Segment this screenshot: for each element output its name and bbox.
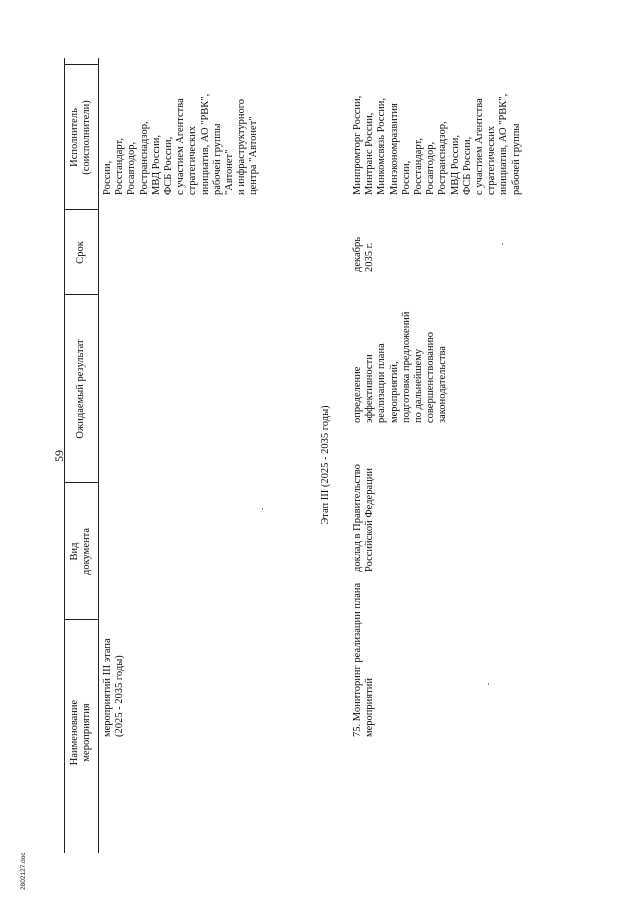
header-result: Ожидаемый результат: [75, 339, 86, 439]
row2-result: определение эффективности реализации плана мероприятий, подготовка предложений по дальнейшему совершенствованию законодательства: [352, 311, 449, 423]
scan-speck: [488, 683, 489, 685]
row2-term: декабрь 2035 г.: [352, 237, 376, 272]
header-name: Наименование мероприятия: [69, 699, 93, 766]
row1-exec: России, Росстандарт, Росавтодор, Ространснадзор, МВД России, ФСБ России, с участием Агентства стратегических инициатив, АО "РВК", рабочей группы "Автонет" и инфраструктурного центра "Автонет": [102, 93, 260, 195]
header-bottom-rule: [98, 58, 99, 853]
row2-name: 75. Мониторинг реализации плана мероприятий: [352, 582, 376, 737]
rotated-table-page: [50, 55, 590, 855]
row1-name: мероприятий III этапа (2025 - 2035 годы): [102, 638, 126, 737]
header-exec: Исполнитель (соисполнители): [69, 100, 93, 175]
row2-exec: Минпромторг России, Минтранс России, Минкомсвязь России, Минэкономразвития России, Росстандарт, Росавтодор, Ространснадзор, МВД России, ФСБ России, с участием Агентства стратегических инициатив, АО "РВК", рабочей группы: [352, 93, 522, 195]
row2-doc: доклад в Правительство Российской Федерации: [352, 464, 376, 572]
file-name-footer: 2802127.doc: [20, 852, 27, 890]
page-number: 59: [52, 450, 66, 462]
scan-speck: [262, 508, 263, 510]
scan-speck: [502, 243, 503, 245]
table-top-rule: [64, 58, 65, 853]
stage-title: Этап III (2025 - 2035 годы): [320, 405, 331, 525]
header-term: Срок: [75, 241, 86, 264]
header-doc: Вид документа: [69, 528, 93, 575]
